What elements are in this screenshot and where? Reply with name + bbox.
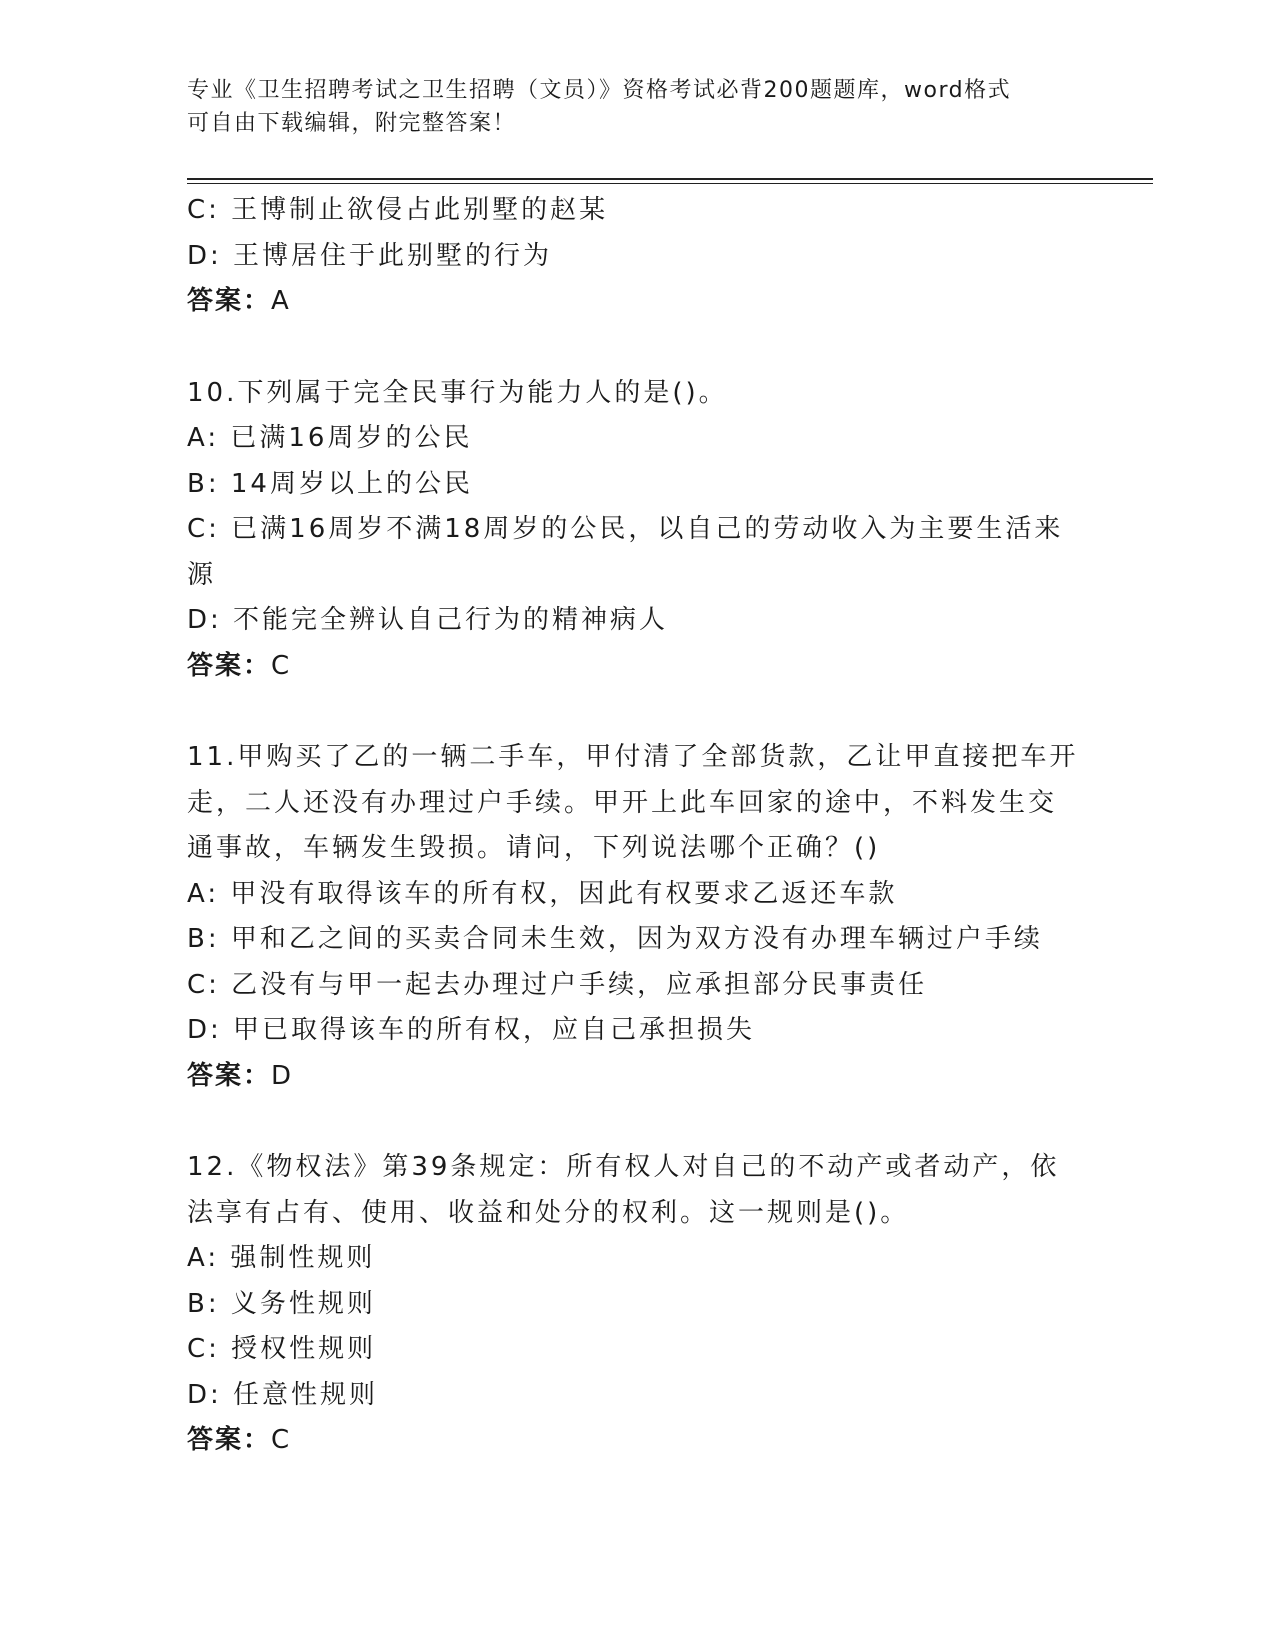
spacer [187,1099,1087,1145]
header-line-2: 可自由下载编辑，附完整答案！ [187,111,517,136]
question-stem: 法享有占有、使用、收益和处分的权利。这一规则是()。 [187,1197,910,1228]
page-header [187,74,1087,140]
question-stem: 通事故，车辆发生毁损。请问，下列说法哪个正确？() [187,833,881,863]
answer-line [187,1054,1087,1100]
header-line-1: 专业《卫生招聘考试之卫生招聘（文员）》资格考试必背200题题库，word格式 [187,78,1012,103]
option-c: C: 乙没有与甲一起去办理过户手续，应承担部分民事责任 [187,969,928,1000]
question-stem: 11.甲购买了乙的一辆二手车，甲付清了全部货款，乙让甲直接把车开 [187,742,1079,772]
question-stem: 10.下列属于完全民事行为能力人的是()。 [187,377,728,408]
option-a: A: 强制性规则 [187,1243,376,1273]
option-b: B: 甲和乙之间的买卖合同未生效，因为双方没有办理车辆过户手续 [187,924,1043,954]
option-d: D: 甲已取得该车的所有权，应自己承担损失 [187,1015,756,1045]
header-divider-thin [187,183,1153,184]
question-12 [187,1145,1087,1464]
option-a: A: 已满16周岁的公民 [187,423,473,453]
option-b: B: 义务性规则 [187,1288,376,1319]
option-d: D: 任意性规则 [187,1379,379,1410]
answer-value: A [271,286,291,316]
option-d: D: 王博居住于此别墅的行为 [187,240,553,271]
question-11 [187,735,1087,1099]
option-a: A: 甲没有取得该车的所有权，因此有权要求乙返还车款 [187,878,898,909]
answer-value: C [271,650,292,681]
question-stem: 12.《物权法》第39条规定：所有权人对自己的不动产或者动产，依 [187,1152,1060,1182]
answer-label: 答案： [187,286,272,316]
option-c-wrap: 源 [187,559,217,590]
answer-value: C [271,1425,292,1455]
option-c: C: 王博制止欲侵占此别墅的赵某 [187,195,609,225]
answer-label: 答案： [187,650,272,681]
answer-label: 答案： [187,1060,272,1091]
option-d: D: 不能完全辨认自己行为的精神病人 [187,605,669,635]
question-10 [187,371,1087,690]
answer-line [187,279,1087,325]
spacer [187,325,1087,371]
answer-line [187,1418,1087,1464]
option-c: C: 已满16周岁不满18周岁的公民，以自己的劳动收入为主要生活来 [187,514,1064,544]
answer-value: D [271,1060,294,1091]
option-c: C: 授权性规则 [187,1334,377,1364]
option-b: B: 14周岁以上的公民 [187,468,473,499]
question-stem: 走，二人还没有办理过户手续。甲开上此车回家的途中，不料发生交 [187,787,1058,818]
header-divider [187,178,1153,180]
question-9-continuation [187,188,1087,325]
answer-label: 答案： [187,1425,272,1455]
document-body [187,188,1087,1464]
answer-line [187,644,1087,690]
spacer [187,689,1087,735]
